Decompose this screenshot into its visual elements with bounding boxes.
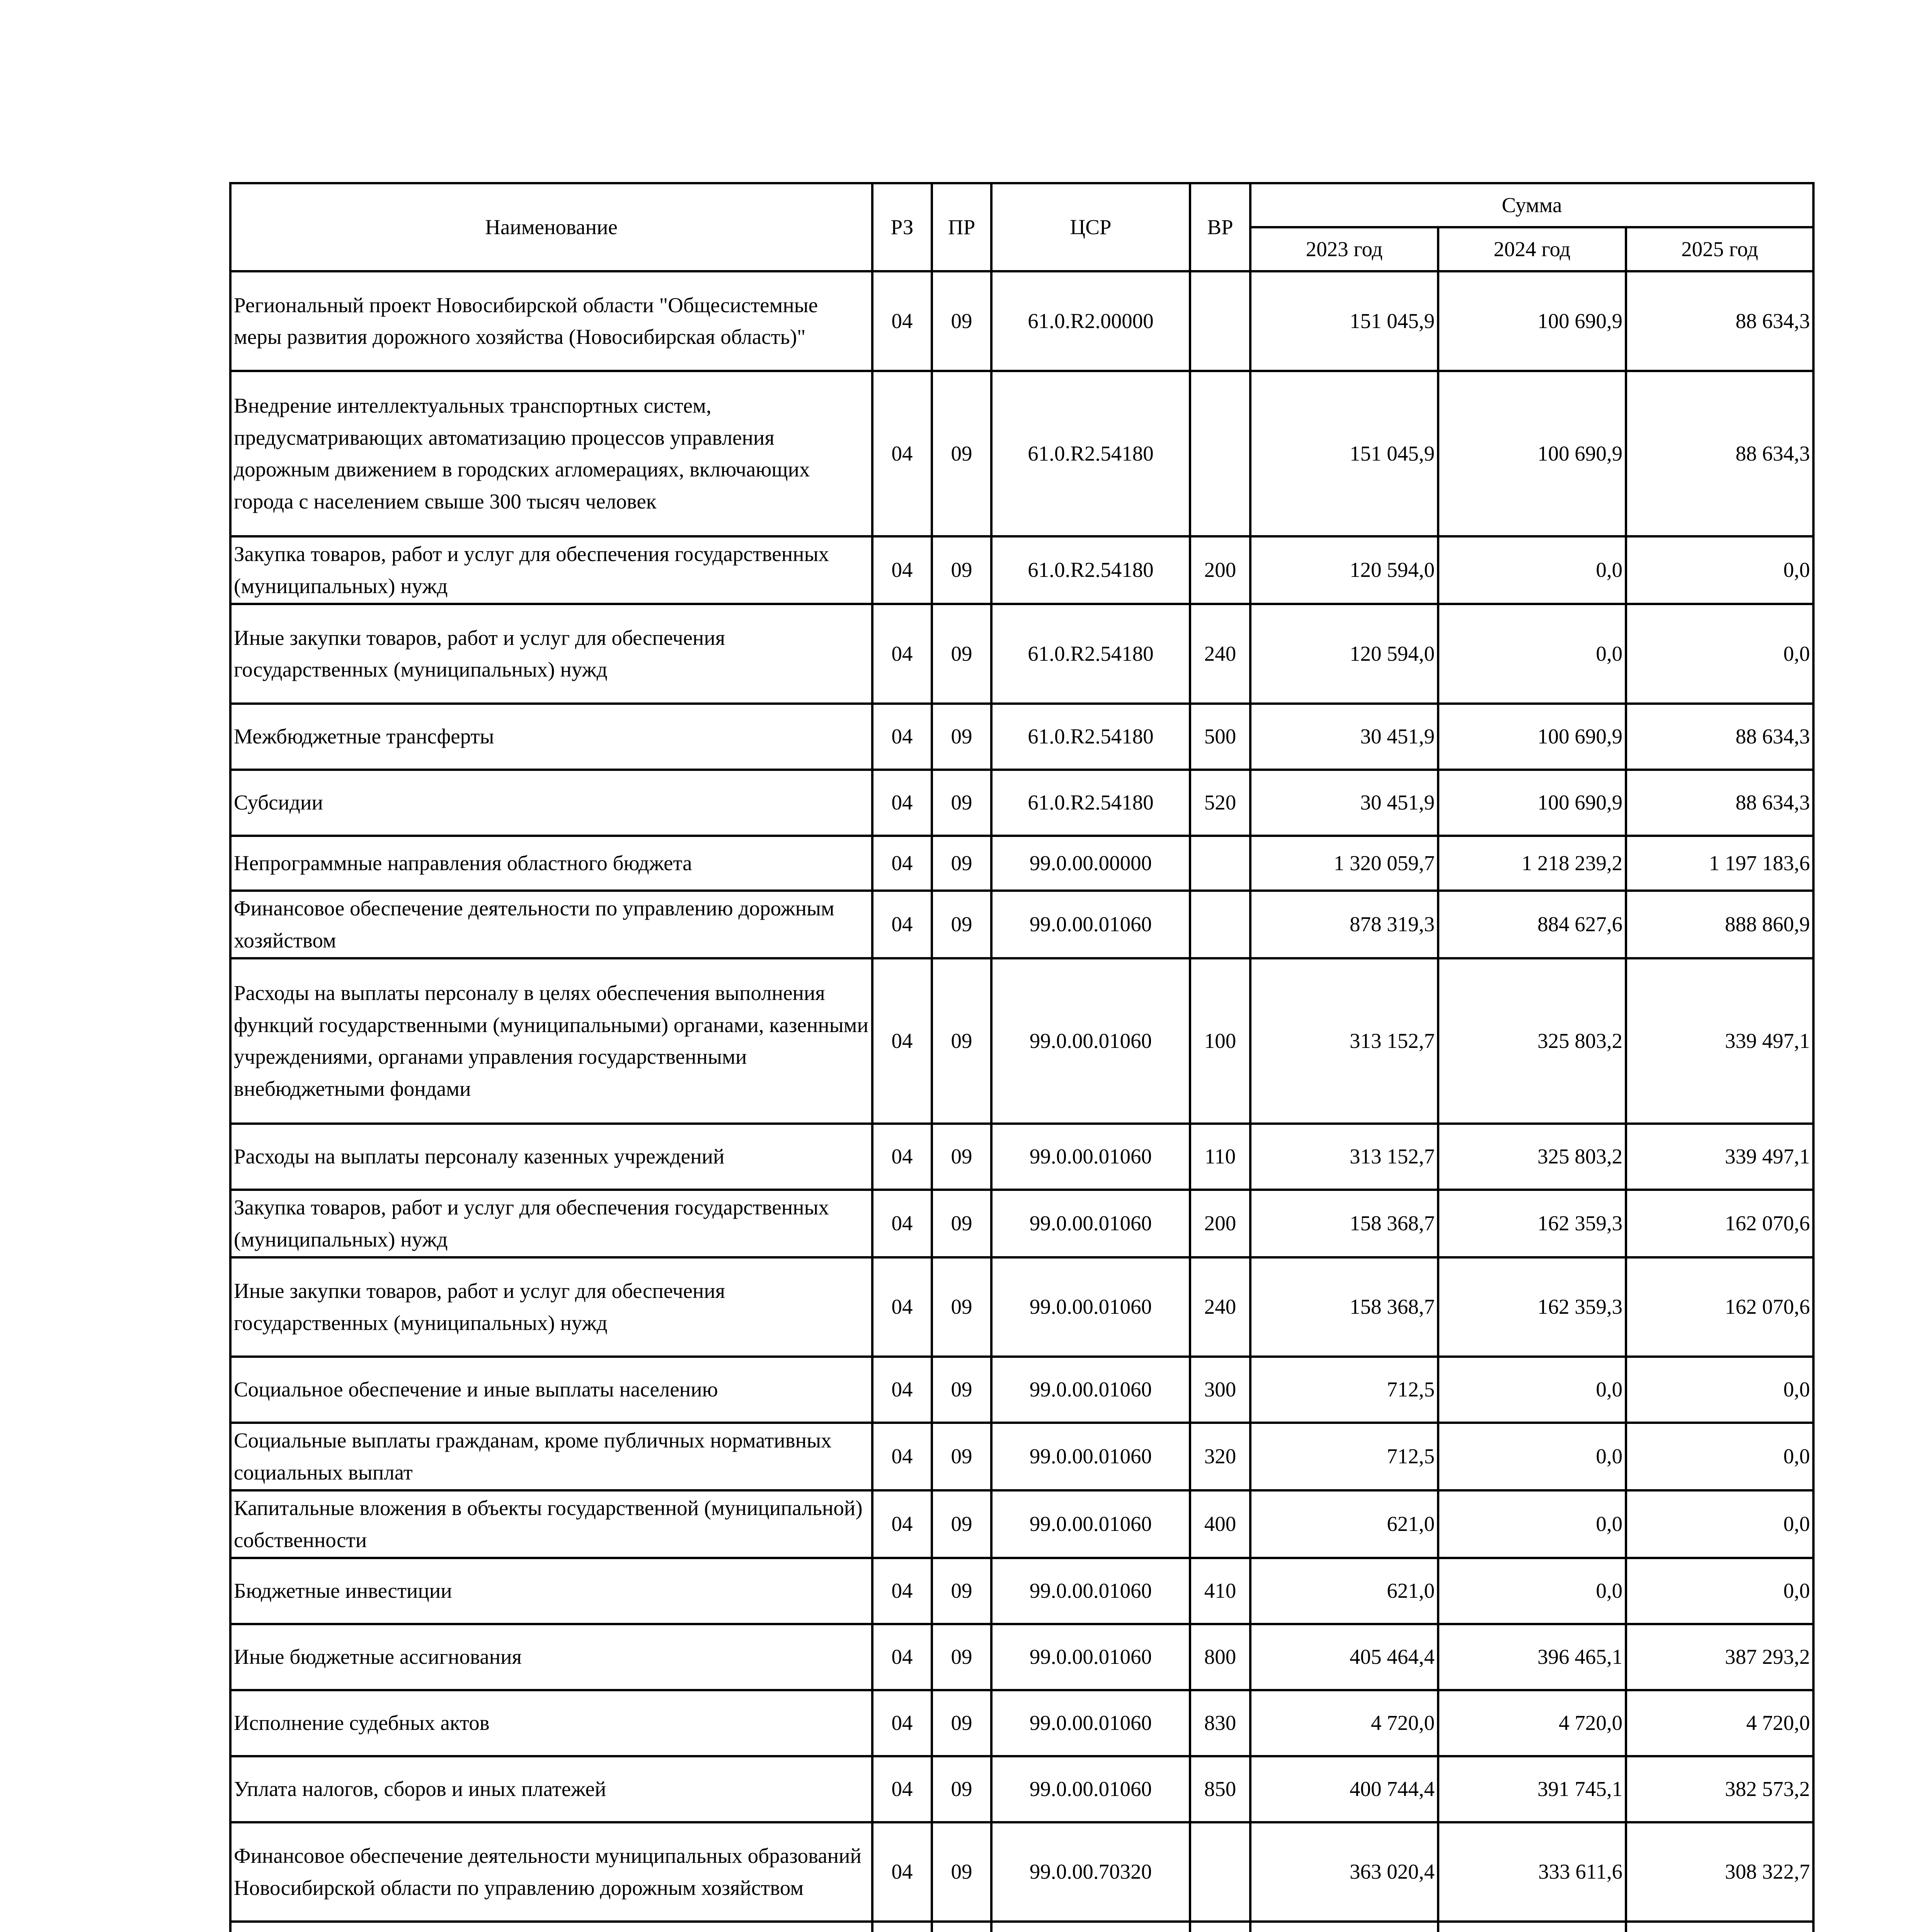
row-vr: 830: [1190, 1690, 1250, 1756]
header-year-2024: 2024 год: [1438, 227, 1626, 271]
row-amount-2024: 333 611,6: [1438, 1822, 1626, 1922]
row-amount-2023: [1250, 1922, 1438, 1932]
row-rz: 04: [872, 371, 932, 536]
row-name: Расходы на выплаты персоналу казенных учреждений: [230, 1124, 872, 1190]
table-row: [230, 1124, 1813, 1190]
row-amount-2024: 100 690,9: [1438, 704, 1626, 770]
row-amount-2025: 88 634,3: [1626, 704, 1813, 770]
row-amount-2025: [1626, 1922, 1813, 1932]
row-pr: 09: [932, 1490, 991, 1558]
row-amount-2023: 405 464,4: [1250, 1624, 1438, 1690]
row-vr: [1190, 1922, 1250, 1932]
row-rz: 04: [872, 1690, 932, 1756]
table-row: [230, 1490, 1813, 1558]
row-amount-2024: 0,0: [1438, 1423, 1626, 1490]
header-rz: РЗ: [872, 183, 932, 271]
row-vr: 200: [1190, 1190, 1250, 1257]
row-name: Межбюджетные трансферты: [230, 704, 872, 770]
row-amount-2025: 88 634,3: [1626, 770, 1813, 836]
table-row: [230, 536, 1813, 604]
row-amount-2024: 0,0: [1438, 536, 1626, 604]
row-vr: 520: [1190, 770, 1250, 836]
row-name: Региональный проект Новосибирской области "Общесистемные меры развития дорожного хозяйства (Новосибирская область)": [230, 271, 872, 371]
row-pr: 09: [932, 1756, 991, 1822]
row-csr: 61.0.R2.54180: [991, 704, 1190, 770]
row-csr: 99.0.00.01060: [991, 1690, 1190, 1756]
row-amount-2024: 100 690,9: [1438, 371, 1626, 536]
row-amount-2025: 0,0: [1626, 604, 1813, 704]
header-sum: Сумма: [1250, 183, 1813, 227]
row-pr: 09: [932, 271, 991, 371]
row-rz: 04: [872, 1756, 932, 1822]
row-name: Уплата налогов, сборов и иных платежей: [230, 1756, 872, 1822]
row-rz: 04: [872, 1423, 932, 1490]
row-csr: 61.0.R2.54180: [991, 604, 1190, 704]
row-rz: 04: [872, 1822, 932, 1922]
row-name: Закупка товаров, работ и услуг для обеспечения государственных (муниципальных) нужд: [230, 536, 872, 604]
row-amount-2025: 162 070,6: [1626, 1190, 1813, 1257]
row-name: Непрограммные направления областного бюджета: [230, 836, 872, 891]
row-csr: 99.0.00.01060: [991, 1190, 1190, 1257]
row-vr: 240: [1190, 1257, 1250, 1357]
table-row: [230, 1756, 1813, 1822]
row-rz: 04: [872, 836, 932, 891]
row-vr: 300: [1190, 1357, 1250, 1423]
row-amount-2023: 158 368,7: [1250, 1257, 1438, 1357]
row-pr: 09: [932, 1558, 991, 1624]
row-name: Социальные выплаты гражданам, кроме публичных нормативных социальных выплат: [230, 1423, 872, 1490]
row-rz: 04: [872, 770, 932, 836]
header-csr: ЦСР: [991, 183, 1190, 271]
row-name: Иные закупки товаров, работ и услуг для обеспечения государственных (муниципальных) нужд: [230, 604, 872, 704]
row-rz: 04: [872, 604, 932, 704]
row-pr: 09: [932, 371, 991, 536]
table-row: [230, 271, 1813, 371]
row-csr: 99.0.00.01060: [991, 1756, 1190, 1822]
row-vr: 410: [1190, 1558, 1250, 1624]
table-row: [230, 704, 1813, 770]
row-csr: [991, 1922, 1190, 1932]
row-csr: 99.0.00.01060: [991, 1124, 1190, 1190]
row-amount-2024: 325 803,2: [1438, 958, 1626, 1124]
row-name: Финансовое обеспечение деятельности муниципальных образований Новосибирской области по управлению дорожным хозяйством: [230, 1822, 872, 1922]
row-rz: 04: [872, 1490, 932, 1558]
row-pr: 09: [932, 1423, 991, 1490]
row-rz: 04: [872, 1190, 932, 1257]
row-amount-2023: 4 720,0: [1250, 1690, 1438, 1756]
row-amount-2023: 313 152,7: [1250, 1124, 1438, 1190]
row-vr: 850: [1190, 1756, 1250, 1822]
row-amount-2024: 0,0: [1438, 604, 1626, 704]
header-year-2023: 2023 год: [1250, 227, 1438, 271]
row-vr: [1190, 371, 1250, 536]
budget-table: [229, 182, 1815, 1932]
table-row: [230, 1558, 1813, 1624]
row-rz: 04: [872, 704, 932, 770]
row-pr: 09: [932, 1624, 991, 1690]
header-pr: ПР: [932, 183, 991, 271]
table-body: [230, 271, 1813, 1932]
row-name: Расходы на выплаты персоналу в целях обеспечения выполнения функций государственными (муниципальными) органами, казенными учреждениями, органами управления государственными внебюджетными фондами: [230, 958, 872, 1124]
row-amount-2025: 308 322,7: [1626, 1822, 1813, 1922]
row-rz: 04: [872, 1558, 932, 1624]
row-csr: 99.0.00.01060: [991, 1357, 1190, 1423]
row-amount-2024: [1438, 1922, 1626, 1932]
row-amount-2024: 100 690,9: [1438, 271, 1626, 371]
row-csr: 61.0.R2.00000: [991, 271, 1190, 371]
row-pr: 09: [932, 1190, 991, 1257]
row-name: Закупка товаров, работ и услуг для обеспечения государственных (муниципальных) нужд: [230, 1190, 872, 1257]
row-amount-2024: 0,0: [1438, 1490, 1626, 1558]
table-row: [230, 958, 1813, 1124]
row-amount-2024: 0,0: [1438, 1357, 1626, 1423]
row-pr: 09: [932, 1257, 991, 1357]
row-amount-2023: 30 451,9: [1250, 704, 1438, 770]
row-amount-2025: 88 634,3: [1626, 271, 1813, 371]
row-amount-2024: 391 745,1: [1438, 1756, 1626, 1822]
table-row: [230, 891, 1813, 958]
row-amount-2024: 100 690,9: [1438, 770, 1626, 836]
row-pr: 09: [932, 958, 991, 1124]
row-rz: [872, 1922, 932, 1932]
row-amount-2024: 884 627,6: [1438, 891, 1626, 958]
table-row: [230, 836, 1813, 891]
table-row: [230, 1257, 1813, 1357]
table-row: [230, 770, 1813, 836]
row-csr: 61.0.R2.54180: [991, 770, 1190, 836]
row-vr: [1190, 1822, 1250, 1922]
row-pr: 09: [932, 1822, 991, 1922]
row-rz: 04: [872, 958, 932, 1124]
row-amount-2025: 0,0: [1626, 1558, 1813, 1624]
row-pr: 09: [932, 536, 991, 604]
row-amount-2025: 0,0: [1626, 536, 1813, 604]
row-amount-2025: 339 497,1: [1626, 1124, 1813, 1190]
row-name: Субсидии: [230, 770, 872, 836]
row-name: Бюджетные инвестиции: [230, 1558, 872, 1624]
row-amount-2025: 888 860,9: [1626, 891, 1813, 958]
table-row: [230, 1822, 1813, 1922]
header-year-2025: 2025 год: [1626, 227, 1813, 271]
row-amount-2023: 120 594,0: [1250, 604, 1438, 704]
table-row: [230, 1922, 1813, 1932]
row-amount-2024: 325 803,2: [1438, 1124, 1626, 1190]
row-name: Иные бюджетные ассигнования: [230, 1624, 872, 1690]
row-pr: 09: [932, 1357, 991, 1423]
table-row: [230, 371, 1813, 536]
table-row: [230, 1624, 1813, 1690]
table-row: [230, 1690, 1813, 1756]
row-amount-2023: 878 319,3: [1250, 891, 1438, 958]
row-pr: 09: [932, 1690, 991, 1756]
row-amount-2024: 396 465,1: [1438, 1624, 1626, 1690]
row-rz: 04: [872, 271, 932, 371]
row-amount-2023: 400 744,4: [1250, 1756, 1438, 1822]
row-pr: 09: [932, 891, 991, 958]
row-amount-2025: 339 497,1: [1626, 958, 1813, 1124]
row-amount-2025: 0,0: [1626, 1423, 1813, 1490]
row-csr: 99.0.00.01060: [991, 1423, 1190, 1490]
row-amount-2025: 88 634,3: [1626, 371, 1813, 536]
header-name: Наименование: [230, 183, 872, 271]
row-vr: 110: [1190, 1124, 1250, 1190]
row-amount-2023: 158 368,7: [1250, 1190, 1438, 1257]
row-amount-2025: 162 070,6: [1626, 1257, 1813, 1357]
row-csr: 99.0.00.01060: [991, 1257, 1190, 1357]
row-rz: 04: [872, 1124, 932, 1190]
row-amount-2023: 313 152,7: [1250, 958, 1438, 1124]
table-row: [230, 1190, 1813, 1257]
row-amount-2023: 120 594,0: [1250, 536, 1438, 604]
row-amount-2023: 621,0: [1250, 1490, 1438, 1558]
row-csr: 61.0.R2.54180: [991, 371, 1190, 536]
row-amount-2024: 162 359,3: [1438, 1257, 1626, 1357]
row-name: Внедрение интеллектуальных транспортных систем, предусматривающих автоматизацию процессов управления дорожным движением в городских агломерациях, включающих города с населением свыше 300 тысяч человек: [230, 371, 872, 536]
row-amount-2025: 387 293,2: [1626, 1624, 1813, 1690]
row-amount-2025: 0,0: [1626, 1357, 1813, 1423]
row-amount-2025: 4 720,0: [1626, 1690, 1813, 1756]
row-name: Капитальные вложения в объекты государственной (муниципальной) собственности: [230, 1490, 872, 1558]
row-amount-2024: 0,0: [1438, 1558, 1626, 1624]
row-amount-2025: 0,0: [1626, 1490, 1813, 1558]
row-amount-2023: 621,0: [1250, 1558, 1438, 1624]
row-amount-2023: 30 451,9: [1250, 770, 1438, 836]
row-amount-2024: 1 218 239,2: [1438, 836, 1626, 891]
row-pr: 09: [932, 1124, 991, 1190]
row-amount-2024: 4 720,0: [1438, 1690, 1626, 1756]
row-csr: 99.0.00.00000: [991, 836, 1190, 891]
row-rz: 04: [872, 891, 932, 958]
row-vr: 800: [1190, 1624, 1250, 1690]
header-vr: ВР: [1190, 183, 1250, 271]
table-row: [230, 1423, 1813, 1490]
table-row: [230, 1357, 1813, 1423]
row-vr: [1190, 836, 1250, 891]
table-header: [230, 183, 1813, 271]
row-name: [230, 1922, 872, 1932]
row-amount-2025: 1 197 183,6: [1626, 836, 1813, 891]
row-csr: 99.0.00.01060: [991, 958, 1190, 1124]
row-vr: 240: [1190, 604, 1250, 704]
row-amount-2024: 162 359,3: [1438, 1190, 1626, 1257]
row-amount-2023: 712,5: [1250, 1357, 1438, 1423]
row-amount-2023: 1 320 059,7: [1250, 836, 1438, 891]
table-row: [230, 604, 1813, 704]
row-amount-2023: 712,5: [1250, 1423, 1438, 1490]
row-rz: 04: [872, 1624, 932, 1690]
row-pr: 09: [932, 704, 991, 770]
row-name: Исполнение судебных актов: [230, 1690, 872, 1756]
row-csr: 99.0.00.01060: [991, 891, 1190, 958]
row-csr: 99.0.00.01060: [991, 1490, 1190, 1558]
row-vr: 500: [1190, 704, 1250, 770]
row-csr: 99.0.00.70320: [991, 1822, 1190, 1922]
row-pr: 09: [932, 604, 991, 704]
row-rz: 04: [872, 1357, 932, 1423]
row-vr: 100: [1190, 958, 1250, 1124]
row-vr: [1190, 271, 1250, 371]
row-vr: 400: [1190, 1490, 1250, 1558]
row-vr: [1190, 891, 1250, 958]
row-pr: 09: [932, 770, 991, 836]
row-rz: 04: [872, 1257, 932, 1357]
row-csr: 61.0.R2.54180: [991, 536, 1190, 604]
row-amount-2023: 151 045,9: [1250, 371, 1438, 536]
row-vr: 320: [1190, 1423, 1250, 1490]
row-amount-2023: 363 020,4: [1250, 1822, 1438, 1922]
row-name: Социальное обеспечение и иные выплаты населению: [230, 1357, 872, 1423]
row-amount-2023: 151 045,9: [1250, 271, 1438, 371]
row-vr: 200: [1190, 536, 1250, 604]
row-csr: 99.0.00.01060: [991, 1558, 1190, 1624]
row-pr: [932, 1922, 991, 1932]
row-pr: 09: [932, 836, 991, 891]
row-name: Финансовое обеспечение деятельности по управлению дорожным хозяйством: [230, 891, 872, 958]
row-csr: 99.0.00.01060: [991, 1624, 1190, 1690]
row-rz: 04: [872, 536, 932, 604]
row-name: Иные закупки товаров, работ и услуг для обеспечения государственных (муниципальных) нужд: [230, 1257, 872, 1357]
row-amount-2025: 382 573,2: [1626, 1756, 1813, 1822]
